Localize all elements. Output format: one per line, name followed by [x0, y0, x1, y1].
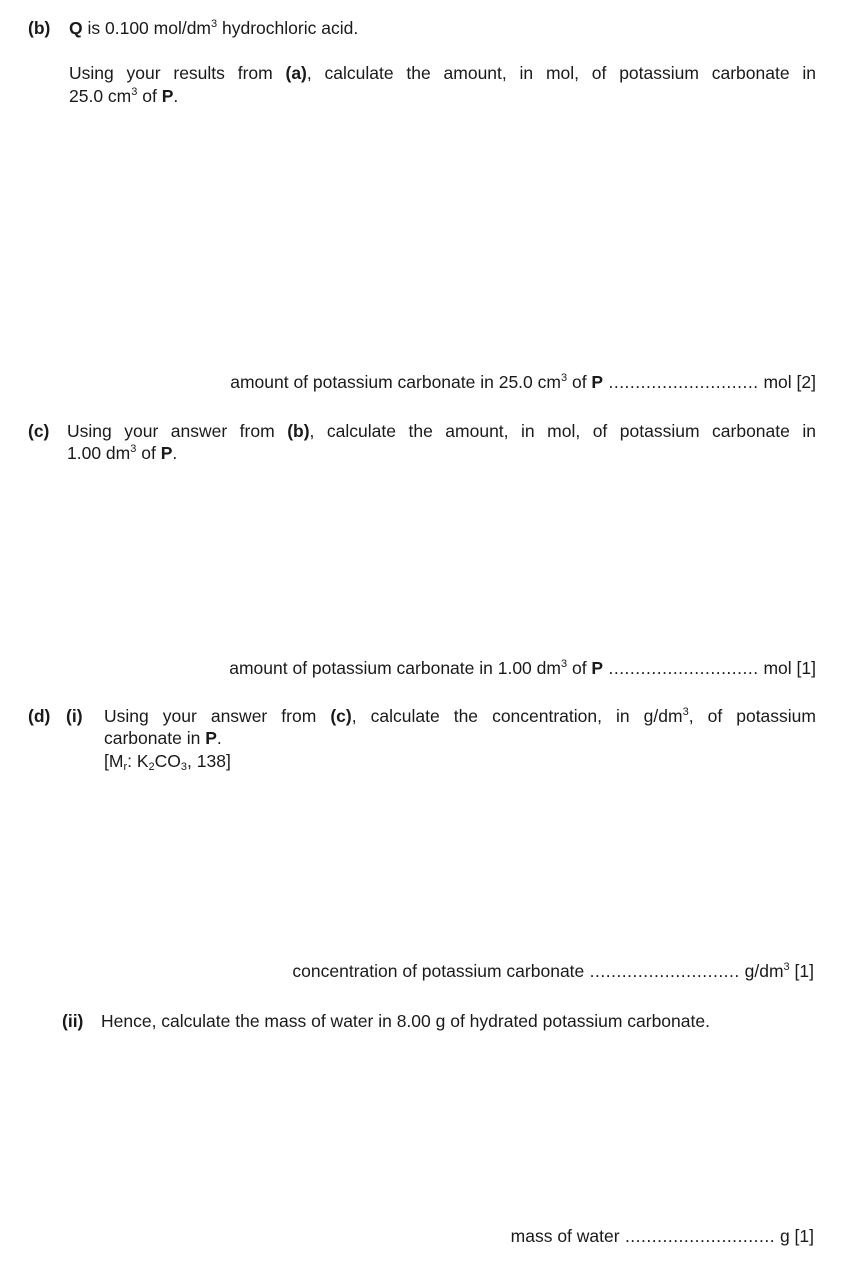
part-b-question-line2: 25.0 $cm^3$ of P.	[69, 86, 179, 106]
part-b-answer-line[interactable]: amount of potassium carbonate in 25.0 $cm^3$ of P ............................ mol [2]	[230, 372, 816, 392]
part-d-i-label: (i)	[66, 706, 83, 726]
part-d-i-question-line2: carbonate in P.	[104, 728, 222, 748]
part-d-ii-answer-line[interactable]: mass of water ............................ g [1]	[510, 1226, 814, 1246]
part-c-label: (c)	[28, 421, 50, 441]
part-d-i-answer-line[interactable]: concentration of potassium carbonate ............................ $g/dm^3$ [1]	[292, 961, 814, 981]
part-b-question-line1: Using your results from (a), calculate the amount, in mol, of potassium carbonate in	[69, 63, 816, 83]
part-b-label: (b)	[28, 18, 51, 38]
part-b-intro: Q is 0.100 mol/$dm^3$ hydrochloric acid.	[69, 18, 359, 38]
part-c-question-line2: 1.00 $dm^3$ of P.	[67, 443, 178, 463]
part-c-answer-line[interactable]: amount of potassium carbonate in 1.00 $dm^3$ of P ............................ mol [1]	[229, 658, 816, 678]
part-d-label: (d)	[28, 706, 51, 726]
part-d-i-question-line1: Using your answer from (c), calculate the concentration, in $g/dm^3$, of potassium	[104, 706, 816, 726]
part-d-ii-label: (ii)	[62, 1011, 84, 1031]
relative-formula-mass: [$M_r$: $K_2CO_3$, 138]	[104, 751, 231, 773]
part-c-question-line1: Using your answer from (b), calculate the amount, in mol, of potassium carbonate in	[67, 421, 816, 441]
part-d-ii-question: Hence, calculate the mass of water in 8.00 g of hydrated potassium carbonate.	[101, 1011, 710, 1031]
